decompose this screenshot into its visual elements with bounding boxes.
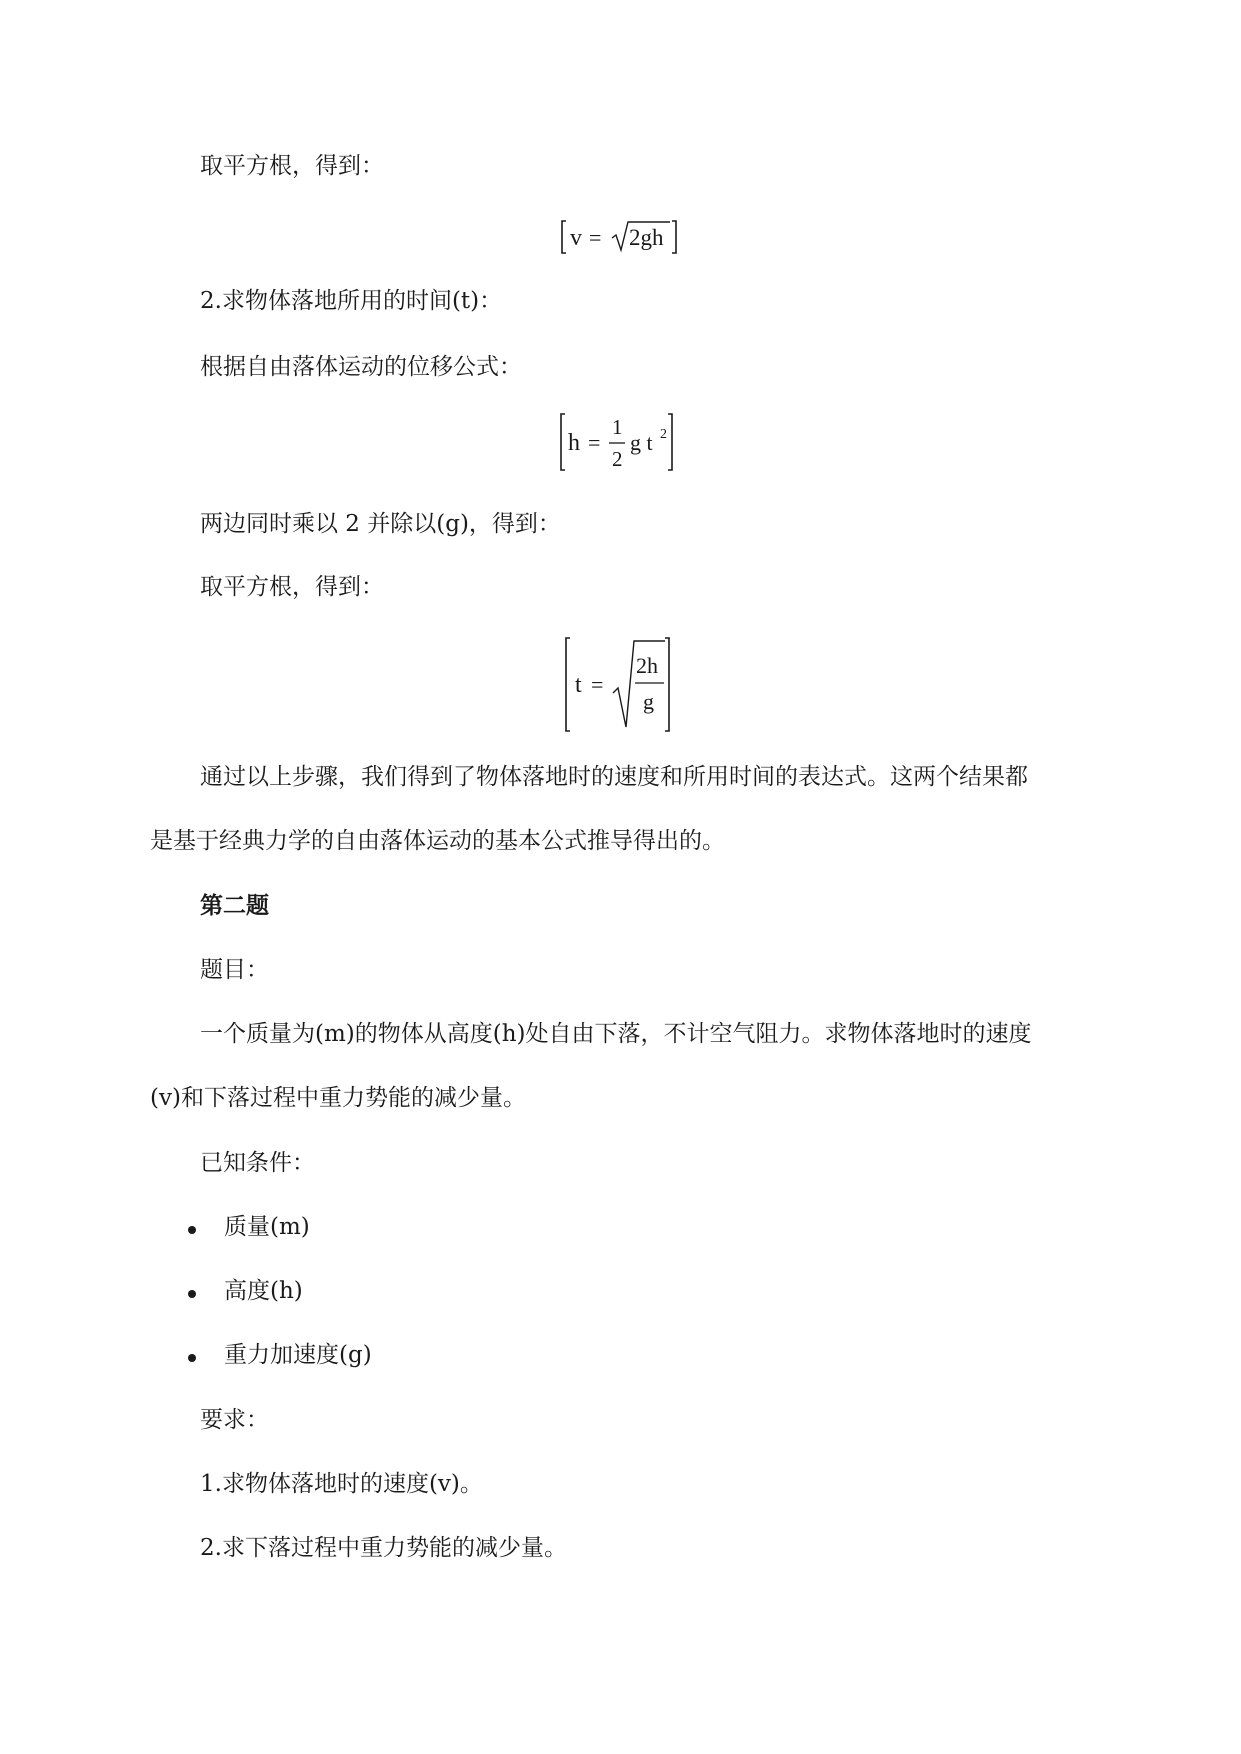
bullet-icon (188, 1226, 196, 1234)
formula-height-eq: = (588, 430, 601, 455)
requirement-item-1: 1.求物体落地时的速度(v)。 (200, 1471, 483, 1497)
question-label: 题目： (200, 957, 269, 983)
list-item: 高度(h) (224, 1278, 303, 1304)
section-title: 第二题 (200, 892, 269, 919)
formula-time-den: g (643, 689, 654, 714)
formula-time (563, 635, 673, 735)
paragraph-conclusion-line-1: 通过以上步骤，我们得到了物体落地时的速度和所用时间的表达式。这两个结果都 (200, 764, 1028, 790)
requirement-item-2: 2.求下落过程中重力势能的减少量。 (200, 1535, 567, 1561)
bullet-icon (188, 1290, 196, 1298)
paragraph-conclusion-line-2: 是基于经典力学的自由落体运动的基本公式推导得出的。 (150, 828, 725, 854)
formula-time-eq: = (591, 672, 604, 697)
formula-velocity-eq: = (589, 225, 602, 250)
step2-heading: 2.求物体落地所用的时间(t)： (200, 288, 503, 314)
formula-time-lhs: t (575, 672, 582, 698)
formula-height-num: 1 (612, 415, 623, 439)
formula-time-num: 2h (636, 653, 658, 678)
formula-height-exp: 2 (660, 427, 667, 442)
paragraph-displacement-intro: 根据自由落体运动的位移公式： (200, 354, 522, 380)
question-line-1: 一个质量为(m)的物体从高度(h)处自由下落，不计空气阻力。求物体落地时的速度 (200, 1021, 1032, 1047)
paragraph-sqrt-intro: 取平方根，得到： (200, 153, 384, 179)
formula-velocity-radicand: 2gh (629, 225, 664, 250)
list-item: 质量(m) (224, 1214, 310, 1240)
list-item: 重力加速度(g) (224, 1342, 372, 1368)
formula-velocity (560, 218, 680, 256)
formula-height-rhs: g t (630, 430, 653, 455)
paragraph-sqrt-intro-2: 取平方根，得到： (200, 574, 384, 600)
formula-height-den: 2 (612, 447, 623, 471)
question-line-2: (v)和下落过程中重力势能的减少量。 (150, 1085, 526, 1111)
formula-height (558, 410, 678, 474)
paragraph-multiply-note: 两边同时乘以 2 并除以(g)，得到： (200, 511, 561, 537)
formula-height-lhs: h (568, 430, 580, 456)
formula-velocity-lhs: v (570, 225, 582, 251)
requirements-label: 要求： (200, 1407, 269, 1433)
bullet-icon (188, 1354, 196, 1362)
known-conditions-label: 已知条件： (200, 1150, 315, 1176)
